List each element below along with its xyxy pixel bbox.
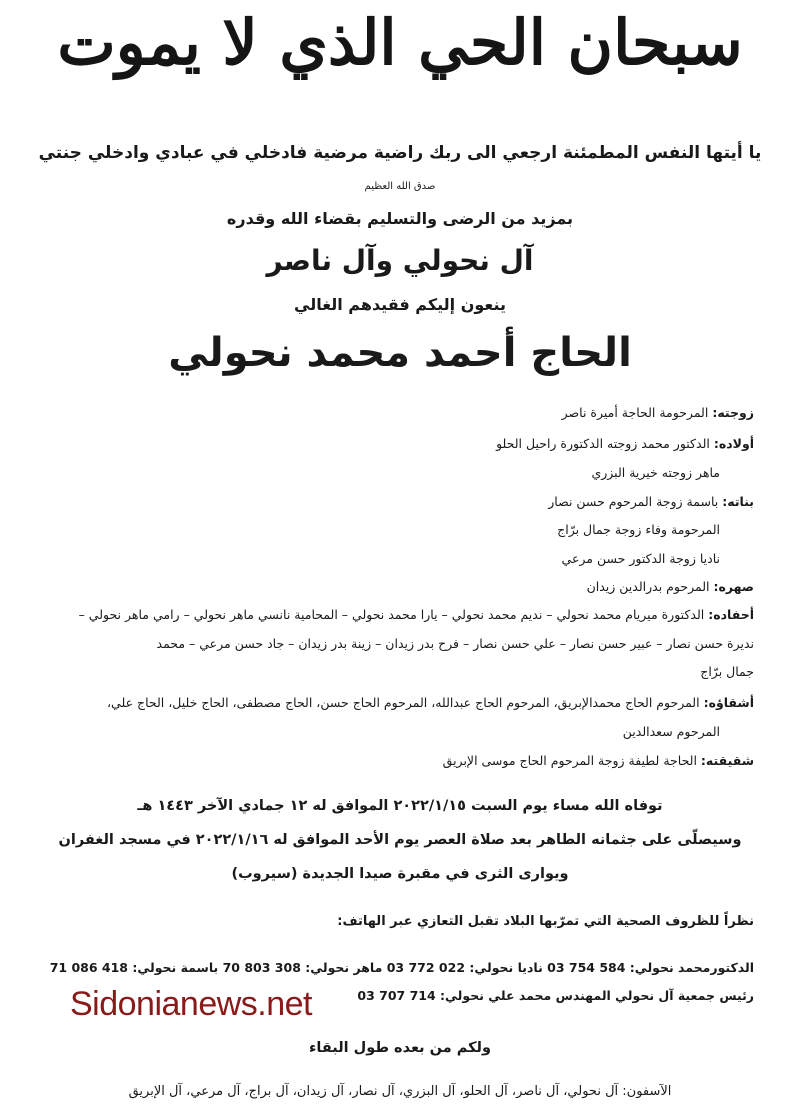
daughters-label: بناته: — [722, 494, 754, 509]
site-watermark: Sidonianews.net — [70, 985, 313, 1023]
intro-text: بمزيد من الرضى والتسليم بقضاء الله وقدره — [226, 209, 574, 228]
brothers-text-1: المرحوم الحاج محمدالإبريق، المرحوم الحاج عبدالله، المرحوم الحاج حسن، الحاج مصطفى، الحاج خليل، الحاج علي، — [107, 695, 700, 710]
prayer-info: وسيصلّى على جثمانه الطاهر بعد صلاة العصر يوم الأحد الموافق له ٢٠٢٢/١/١٦ في مسجد الغفران — [58, 832, 742, 848]
sons-text: الدكتور محمد زوجته الدكتورة راحيل الحلو — [496, 436, 710, 451]
contacts-line-2: رئيس جمعية آل نحولي المهندس محمد علي نحولي: 714 707 03 — [357, 988, 754, 1003]
mourn-text: ينعون إليكم فقيدهم الغالي — [294, 295, 506, 314]
daughters-extra-1: المرحومة وفاء زوجة جمال برّاج — [557, 522, 720, 537]
sons-label: أولاده: — [713, 436, 754, 451]
wife-label: زوجته: — [712, 405, 754, 420]
sadaq-text: صدق الله العظيم — [364, 181, 436, 192]
death-date: توفاه الله مساء يوم السبت ٢٠٢٢/١/١٥ الموافق له ١٢ جمادي الآخر ١٤٤٣ هـ — [137, 798, 663, 814]
brothers-label: أشقاؤه: — [703, 695, 754, 710]
quran-verse: يا أيتها النفس المطمئنة ارجعي الى ربك راضية مرضية فادخلي في عبادي وادخلي جنتي — [38, 143, 762, 163]
grandchildren-text-1: الدكتورة ميريام محمد نحولي – نديم محمد نحولي – يارا محمد نحولي – المحامية نانسي ماهر نحولي – رامي ماهر نحولي – — [78, 607, 705, 622]
contacts-line-1: الدكتورمحمد نحولي: 584 754 03 ناديا نحولي: 022 772 03 ماهر نحولي: 308 803 70 باسمة نحولي: 418 086 71 — [49, 960, 754, 975]
calligraphy-title: سبحان الحي الذي لا يموت — [57, 6, 743, 79]
sons-extra: ماهر زوجته خيرية البزري — [591, 465, 720, 480]
sister-label: شقيقته: — [700, 753, 754, 768]
daughters-text: باسمة زوجة المرحوم حسن نصار — [548, 494, 719, 509]
brothers-line-1 — [107, 695, 754, 711]
grandchildren-label: أحفاده: — [708, 607, 754, 622]
daughters-line — [548, 494, 754, 510]
sons-line — [496, 436, 754, 452]
wife-line — [562, 405, 754, 421]
condolence-notice: نظراً للظروف الصحية التي تمرّبها البلاد تقبل التعازي عبر الهاتف: — [337, 914, 754, 929]
burial-info: ويوارى الثرى في مقبرة صيدا الجديدة (سيروب) — [231, 866, 569, 882]
mourners-text: الآسفون: آل نحولي، آل ناصر، آل الحلو، آل البزري، آل نصار، آل زيدان، آل براج، آل مرعي، آل الإبريق — [128, 1084, 672, 1099]
sister-text: الحاجة لطيفة زوجة المرحوم الحاج موسى الإبريق — [442, 753, 697, 768]
sister-line — [443, 753, 754, 769]
grandchildren-line-2: نديرة حسن نصار – عبير حسن نصار – علي حسن نصار – فرح بدر زيدان – زينة بدر زيدان – جاد حسن مرعي – محمد — [156, 636, 754, 651]
son-in-law-line — [587, 579, 754, 595]
daughters-extra-2: ناديا زوجة الدكتور حسن مرعي — [561, 551, 720, 566]
son-in-law-text: المرحوم بدرالدين زيدان — [586, 579, 710, 594]
grandchildren-line-1 — [79, 607, 754, 623]
grandchildren-line-3: جمال برّاج — [700, 664, 754, 679]
son-in-law-label: صهره: — [713, 579, 754, 594]
wife-text: المرحومة الحاجة أميرة ناصر — [561, 405, 709, 420]
closing-text: ولكم من بعده طول البقاء — [308, 1040, 491, 1056]
family-names: آل نحولي وآل ناصر — [266, 244, 534, 277]
brothers-line-2: المرحوم سعدالدين — [622, 724, 720, 739]
deceased-name: الحاج أحمد محمد نحولي — [168, 330, 632, 376]
